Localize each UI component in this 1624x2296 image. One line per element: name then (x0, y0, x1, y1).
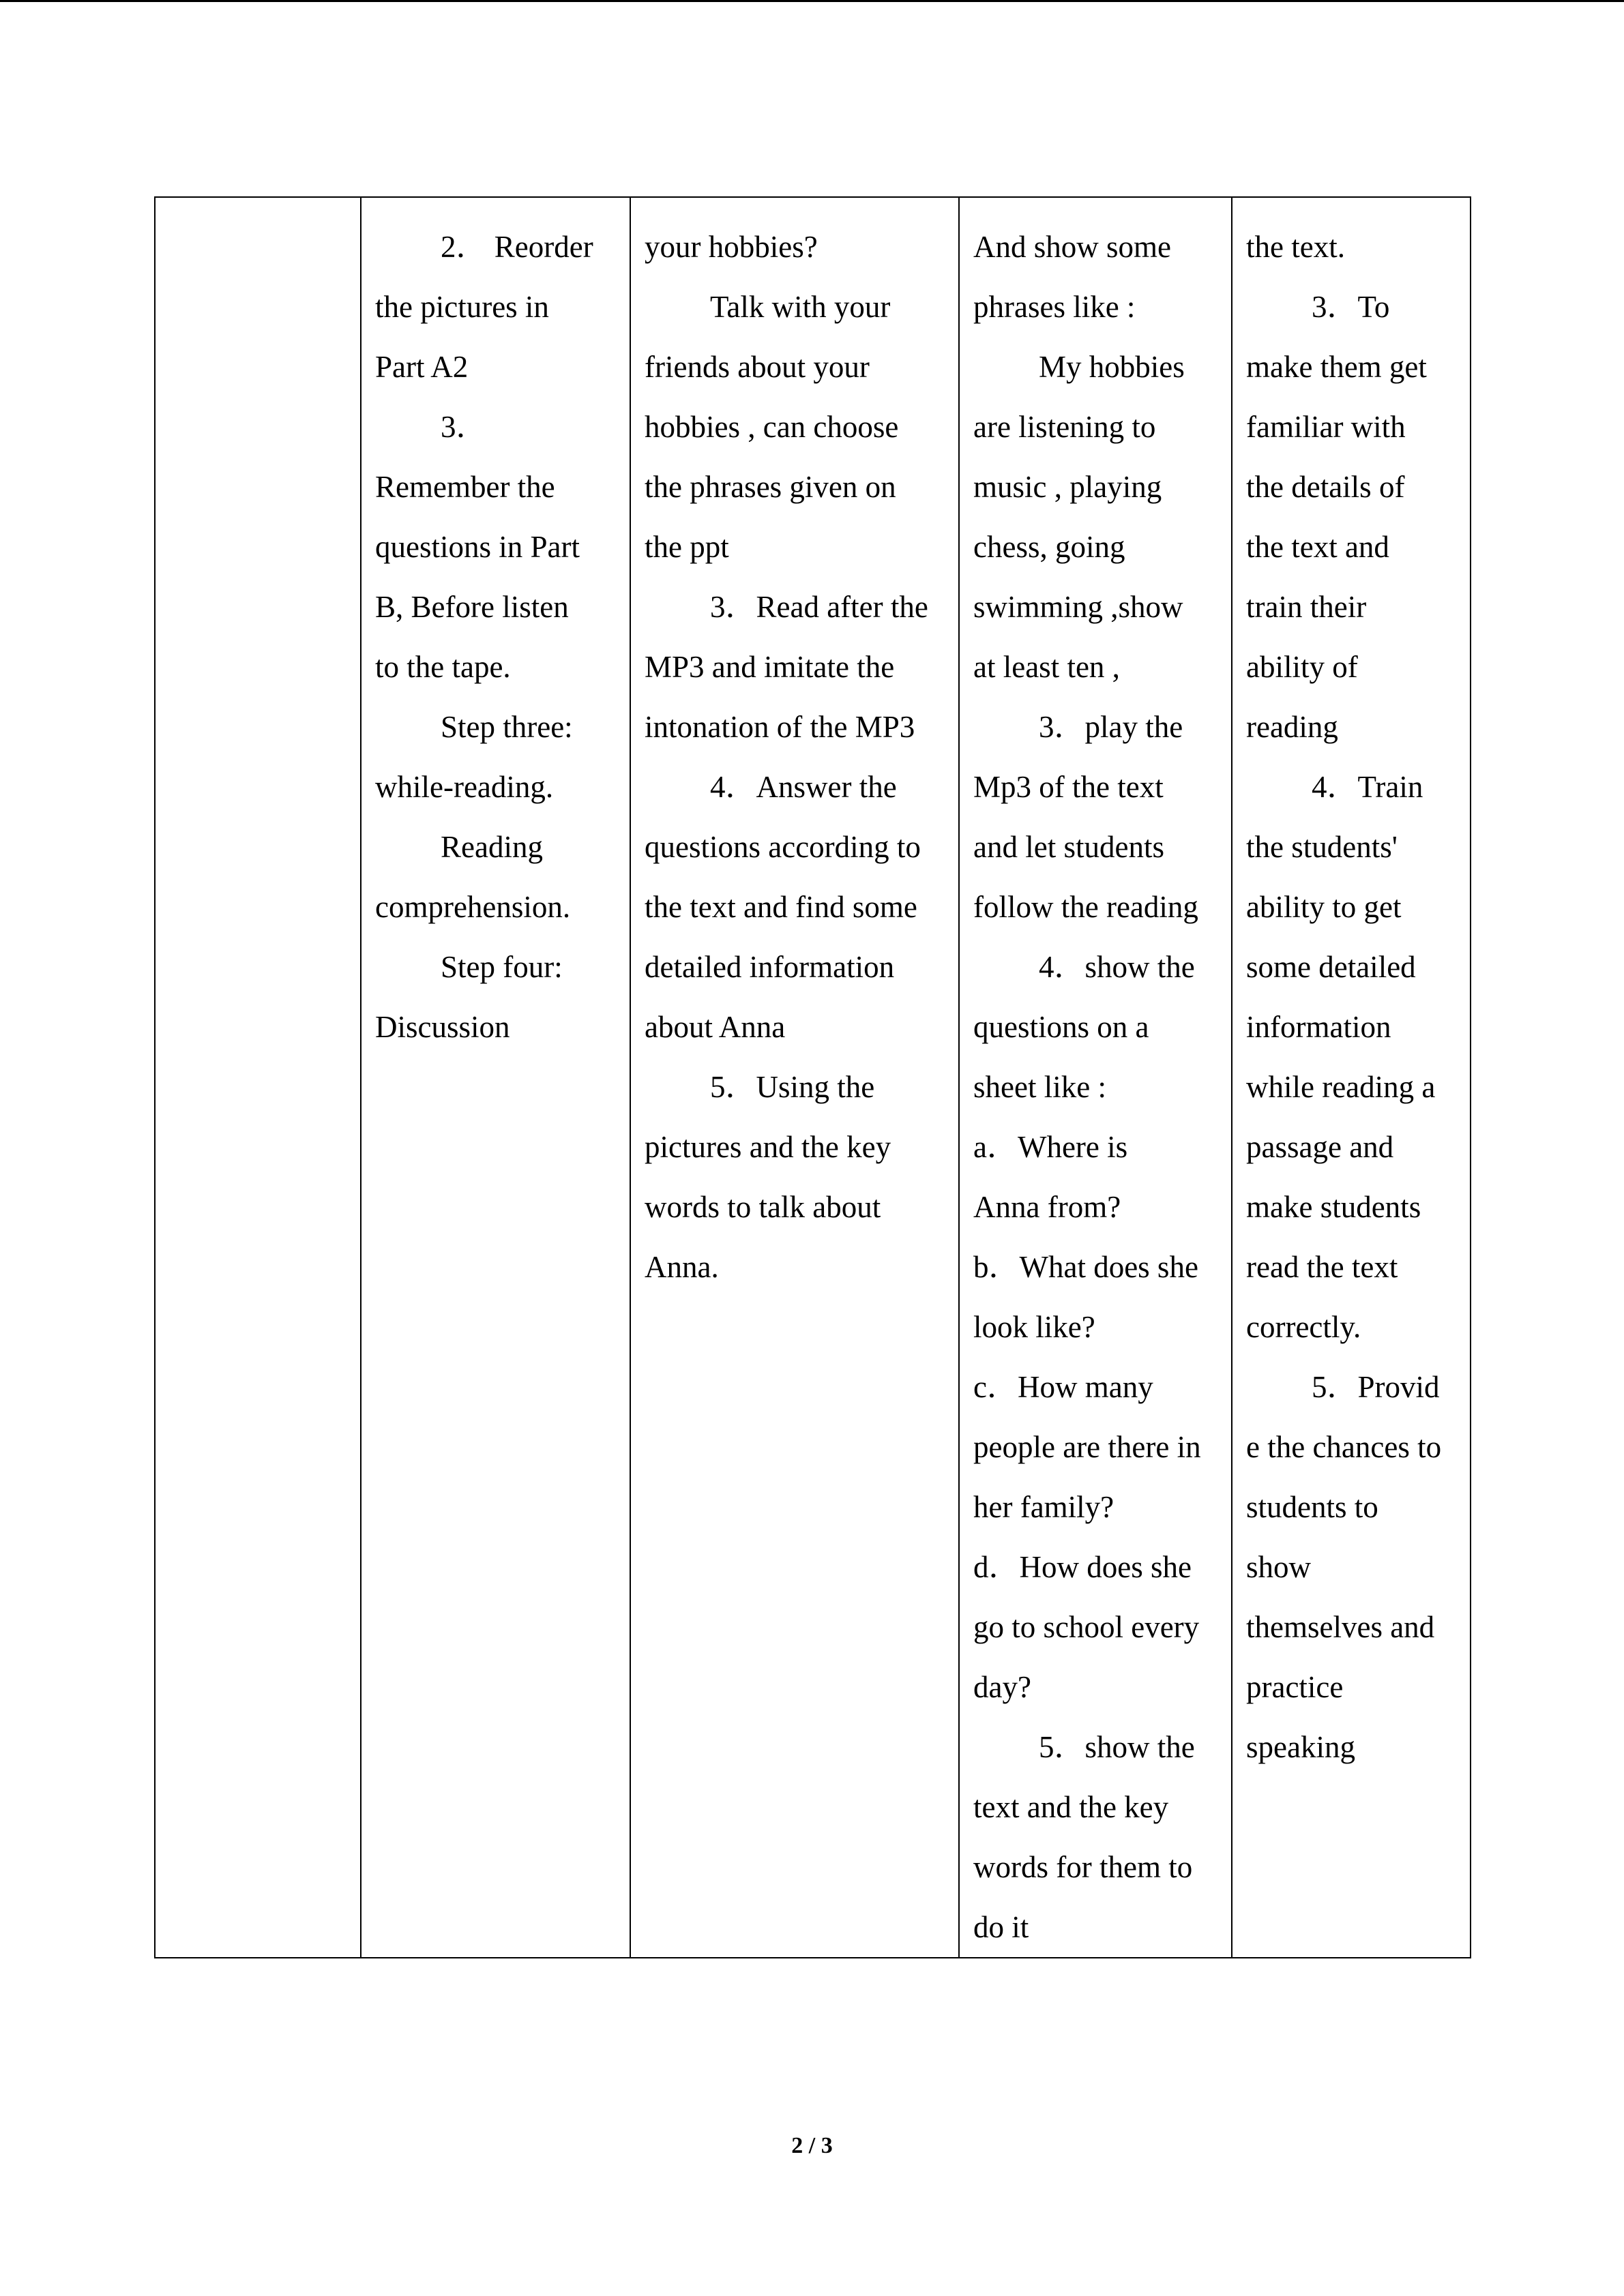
cell-text-line: 3．To (1312, 290, 1390, 324)
cell-text-line: at least ten , (973, 650, 1120, 684)
cell-text-line: intonation of the MP3 (645, 710, 915, 744)
cell-text-line: e the chances to (1246, 1430, 1442, 1464)
cell-text-line: the pictures in (375, 290, 549, 324)
cell-text-line: the text and (1246, 530, 1389, 564)
cell-text-line: make students (1246, 1190, 1421, 1224)
cell-text-line: B, Before listen (375, 590, 569, 624)
teacher-activities-cell (959, 197, 1232, 1958)
cell-text-line: pictures and the key (645, 1130, 891, 1164)
student-activities-lines (645, 217, 946, 1297)
cell-text-line: ability of (1246, 650, 1358, 684)
teacher-activities-lines (973, 217, 1219, 1957)
cell-text-line: her family? (973, 1490, 1114, 1524)
cell-text-line: Talk with your (710, 290, 891, 324)
cell-text-line: Step four: (441, 950, 563, 984)
top-border-line (0, 0, 1624, 2)
cell-text-line: text and the key (973, 1790, 1169, 1824)
page-number: 2 / 3 (791, 2133, 833, 2158)
cell-text-line: while-reading. (375, 770, 554, 804)
cell-text-line: 3． (441, 410, 487, 444)
cell-text-line: speaking (1246, 1730, 1355, 1764)
cell-text-line: 3．play the (1039, 710, 1183, 744)
cell-text-line: 5．Using the (710, 1070, 875, 1104)
cell-text-line: train their (1246, 590, 1367, 624)
cell-text-line: and let students (973, 830, 1164, 864)
cell-text-line: 2． Reorder (441, 230, 593, 264)
cell-text-line: your hobbies? (645, 230, 818, 264)
cell-text-line: phrases like : (973, 290, 1136, 324)
cell-text-line: 5．Provid (1312, 1370, 1440, 1404)
cell-text-line: a．Where is (973, 1130, 1128, 1164)
student-activities-cell (630, 197, 959, 1958)
cell-text-line: correctly. (1246, 1310, 1361, 1344)
cell-text-line: about Anna (645, 1010, 786, 1044)
cell-text-line: the phrases given on (645, 470, 896, 504)
purpose-lines (1246, 217, 1458, 1777)
cell-text-line: hobbies , can choose (645, 410, 899, 444)
cell-text-line: comprehension. (375, 890, 571, 924)
cell-text-line: Part A2 (375, 350, 469, 384)
cell-text-line: practice (1246, 1670, 1344, 1704)
cell-text-line: show (1246, 1550, 1312, 1584)
cell-text-line: Mp3 of the text (973, 770, 1164, 804)
cell-text-line: familiar with (1246, 410, 1406, 444)
cell-text-line: MP3 and imitate the (645, 650, 895, 684)
cell-text-line: 4．Answer the (710, 770, 897, 804)
cell-text-line: Anna from? (973, 1190, 1121, 1224)
teaching-steps-cell (361, 197, 630, 1958)
cell-text-line: follow the reading (973, 890, 1198, 924)
cell-text-line: Remember the (375, 470, 555, 504)
cell-text-line: go to school every (973, 1610, 1200, 1644)
cell-text-line: c．How many (973, 1370, 1153, 1404)
purpose-cell (1232, 197, 1471, 1958)
cell-text-line: the text and find some (645, 890, 917, 924)
cell-text-line: people are there in (973, 1430, 1201, 1464)
cell-text-line: sheet like : (973, 1070, 1106, 1104)
cell-text-line: read the text (1246, 1250, 1398, 1284)
cell-text-line: information (1246, 1010, 1391, 1044)
cell-text-line: the students' (1246, 830, 1398, 864)
cell-text-line: d．How does she (973, 1550, 1192, 1584)
cell-text-line: while reading a (1246, 1070, 1436, 1104)
cell-text-line: Discussion (375, 1010, 510, 1044)
cell-text-line: 4．Train (1312, 770, 1423, 804)
cell-text-line: make them get (1246, 350, 1427, 384)
cell-text-line: do it (973, 1910, 1029, 1944)
cell-text-line: Anna. (645, 1250, 719, 1284)
cell-text-line: ability to get (1246, 890, 1402, 924)
cell-text-line: music , playing (973, 470, 1162, 504)
cell-text-line: to the tape. (375, 650, 511, 684)
cell-text-line: students to (1246, 1490, 1378, 1524)
cell-text-line: questions on a (973, 1010, 1149, 1044)
cell-text-line: friends about your (645, 350, 870, 384)
cell-text-line: day? (973, 1670, 1031, 1704)
cell-text-line: 4．show the (1039, 950, 1195, 984)
cell-text-line: are listening to (973, 410, 1156, 444)
cell-text-line: And show some (973, 230, 1171, 264)
cell-text-line: b．What does she (973, 1250, 1198, 1284)
cell-text-line: swimming ,show (973, 590, 1183, 624)
cell-text-line: words for them to (973, 1850, 1193, 1884)
cell-text-line: chess, going (973, 530, 1125, 564)
cell-text-line: Step three: (441, 710, 573, 744)
cell-text-line: Reading (441, 830, 543, 864)
cell-text-line: look like? (973, 1310, 1095, 1344)
cell-text-line: questions according to (645, 830, 921, 864)
cell-text-line: the details of (1246, 470, 1405, 504)
cell-text-line: the ppt (645, 530, 729, 564)
cell-text-line: My hobbies (1039, 350, 1185, 384)
cell-text-line: questions in Part (375, 530, 580, 564)
cell-text-line: the text. (1246, 230, 1345, 264)
cell-text-line: detailed information (645, 950, 895, 984)
cell-text-line: words to talk about (645, 1190, 881, 1224)
lesson-plan-table (154, 196, 1471, 1958)
cell-text-line: themselves and (1246, 1610, 1435, 1644)
cell-text-line: passage and (1246, 1130, 1394, 1164)
cell-text-line: 3．Read after the (710, 590, 928, 624)
cell-text-line: some detailed (1246, 950, 1416, 984)
cell-text-line: reading (1246, 710, 1338, 744)
table-row (155, 197, 1471, 1958)
teaching-steps-lines (375, 217, 617, 1057)
cell-text-line: 5．show the (1039, 1730, 1195, 1764)
empty-cell (155, 197, 361, 1958)
